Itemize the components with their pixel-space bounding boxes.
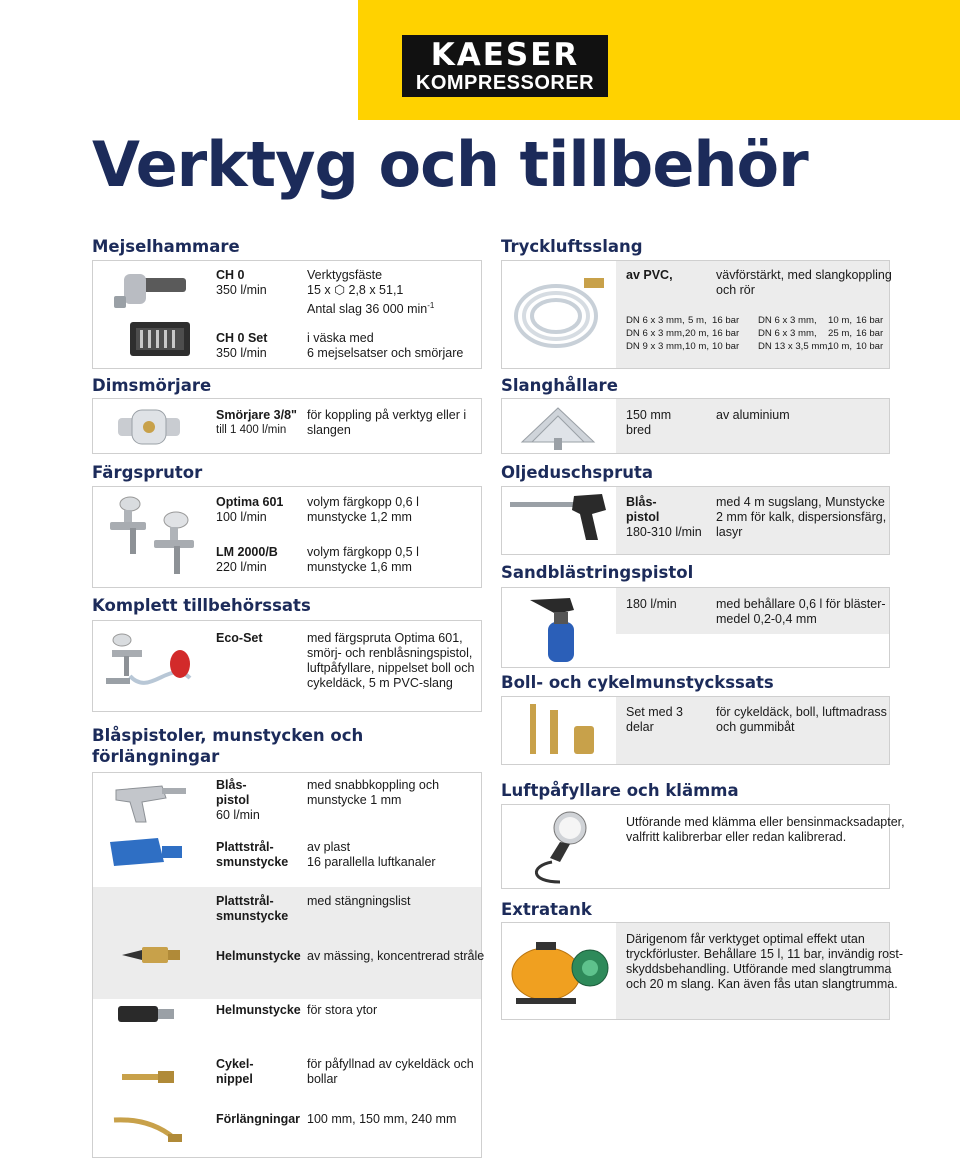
slang-r1-len-b: 10 m, xyxy=(828,315,852,326)
ch0set-model: CH 0 Set xyxy=(216,331,268,345)
cykelnippel-name2: nippel xyxy=(216,1072,253,1086)
slang-r2-size-a: DN 6 x 3 mm, xyxy=(626,328,685,339)
heading-tryckluftsslang: Tryckluftsslang xyxy=(501,237,643,256)
heading-slanghallare: Slanghållare xyxy=(501,376,618,395)
extratank-desc4: och 20 m slang. Kan även fås utan slangtrumma. xyxy=(626,977,898,991)
plattstral1-desc1: av plast xyxy=(307,840,351,854)
oljedusch-desc2: 2 mm för kalk, dispersionsfärg, xyxy=(716,510,887,524)
extension-tube-image xyxy=(110,1112,186,1146)
smorjare-model: Smörjare 3/8" xyxy=(216,408,297,422)
slang-r1-size-b: DN 6 x 3 mm, xyxy=(758,315,817,326)
slang-r2-len-b: 25 m, xyxy=(828,328,852,339)
ecoset-desc3: luftpåfyllare, nippelset boll och xyxy=(307,661,475,675)
slang-type: av PVC, xyxy=(626,268,673,282)
slang-r3-size-b: DN 13 x 3,5 mm, xyxy=(758,341,830,352)
flat-jet-nozzle-image xyxy=(106,834,186,874)
logo-line1: KAESER xyxy=(430,37,580,73)
slang-r2-bar-b: 16 bar xyxy=(856,328,884,339)
luftpafyllare-desc1: Utförande med klämma eller bensinmacksadapter, xyxy=(626,815,905,829)
ecoset-desc4: cykeldäck, 5 m PVC-slang xyxy=(307,676,453,690)
kaeser-logo xyxy=(402,35,608,97)
oljedusch-flow: 180-310 l/min xyxy=(626,525,702,539)
slang-r1-bar-b: 16 bar xyxy=(856,315,884,326)
paint-spray-guns-image xyxy=(104,492,200,582)
plattstral1-desc2: 16 parallella luftkanaler xyxy=(307,855,436,869)
slang-r1-len-a: 5 m, xyxy=(688,315,707,326)
optima601-model: Optima 601 xyxy=(216,495,284,509)
plattstral2-name2: smunstycke xyxy=(216,909,289,923)
oil-spray-gun-image xyxy=(506,488,612,550)
slang-r1-bar-a: 16 bar xyxy=(712,315,740,326)
heading-komplett: Komplett tillbehörssats xyxy=(92,596,311,615)
ch0set-desc2: 6 mejselsatser och smörjare xyxy=(307,346,464,360)
ch0-flow: 350 l/min xyxy=(216,283,267,297)
forlangningar-desc: 100 mm, 150 mm, 240 mm xyxy=(307,1112,457,1126)
tire-inflator-image xyxy=(520,806,606,886)
slang-desc2: och rör xyxy=(716,283,755,297)
page-title: Verktyg och tillbehör xyxy=(92,128,808,201)
ch0-model: CH 0 xyxy=(216,268,245,282)
blaspistol-desc1: med snabbkoppling och xyxy=(307,778,440,792)
helmunstycke1-name: Helmunstycke xyxy=(216,949,301,963)
plattstral2-desc1: med stängningslist xyxy=(307,894,411,908)
forlangningar-name: Förlängningar xyxy=(216,1112,301,1126)
heading-extratank: Extratank xyxy=(501,900,592,919)
oljedusch-desc1: med 4 m sugslang, Munstycke xyxy=(716,495,885,509)
ecoset-model: Eco-Set xyxy=(216,631,263,645)
slang-r1-size-a: DN 6 x 3 mm, xyxy=(626,315,685,326)
heading-sandblast: Sandblästringspistol xyxy=(501,563,694,582)
slang-desc1: vävförstärkt, med slangkoppling xyxy=(716,268,892,282)
ch0-desc3 xyxy=(307,298,434,317)
helmunstycke1-desc: av mässing, koncentrerad stråle xyxy=(307,949,485,963)
valve-nipple-image xyxy=(118,1066,178,1088)
slang-r2-len-a: 20 m, xyxy=(685,328,709,339)
extratank-desc2: tryckförluster. Behållare 15 l, 11 bar, invändig rost- xyxy=(626,947,903,961)
smorjare-desc1: för koppling på verktyg eller i xyxy=(307,408,467,422)
blaspistol-name2: pistol xyxy=(216,793,250,807)
cykelnippel-desc2: bollar xyxy=(307,1072,338,1086)
blaspistol-flow: 60 l/min xyxy=(216,808,260,822)
ch0set-desc1: i väska med xyxy=(307,331,374,345)
blaspistol-desc2: munstycke 1 mm xyxy=(307,793,402,807)
heading-luftpafyllare: Luftpåfyllare och klämma xyxy=(501,781,739,800)
sandblast-flow: 180 l/min xyxy=(626,597,677,611)
slanghallare-width2: bred xyxy=(626,423,652,437)
lm2000b-flow: 220 l/min xyxy=(216,560,267,574)
boll-desc1: för cykeldäck, boll, luftmadrass xyxy=(716,705,887,719)
lm2000b-desc1: volym färgkopp 0,5 l xyxy=(307,545,419,559)
slang-r3-len-b: 10 m, xyxy=(828,341,852,352)
boll-desc2: och gummibåt xyxy=(716,720,795,734)
sandblast-gun-image xyxy=(526,592,592,664)
boll-set2: delar xyxy=(626,720,654,734)
oljedusch-name1: Blås- xyxy=(626,495,657,509)
slang-r2-bar-a: 16 bar xyxy=(712,328,740,339)
blow-gun-image xyxy=(112,778,190,826)
optima601-desc1: volym färgkopp 0,6 l xyxy=(307,495,419,509)
optima601-desc2: munstycke 1,2 mm xyxy=(307,510,412,524)
slang-r3-bar-a: 10 bar xyxy=(712,341,740,352)
ch0-strokes: Antal slag 36 000 min xyxy=(307,302,428,317)
ecoset-desc2: smörj- och renblåsningspistol, xyxy=(307,646,473,660)
sandblast-desc1: med behållare 0,6 l för bläster- xyxy=(716,597,886,611)
optima601-flow: 100 l/min xyxy=(216,510,267,524)
lubricator-image xyxy=(114,404,184,448)
hose-holder-image xyxy=(512,402,604,452)
ch0-desc1: Verktygsfäste xyxy=(307,268,383,282)
helmunstycke2-desc: för stora ytor xyxy=(307,1003,378,1017)
lm2000b-model: LM 2000/B xyxy=(216,545,278,559)
heading-mejselhammare: Mejselhammare xyxy=(92,237,240,256)
pvc-hose-image xyxy=(508,266,612,362)
ch0-strokes-exp: -1 xyxy=(427,301,435,310)
nozzle-set-image xyxy=(524,700,604,762)
heading-boll: Boll- och cykelmunstyckssats xyxy=(501,673,774,692)
chisel-hammer-image xyxy=(108,266,194,360)
slanghallare-width1: 150 mm xyxy=(626,408,672,422)
cykelnippel-name1: Cykel- xyxy=(216,1057,254,1071)
slang-r3-bar-b: 10 bar xyxy=(856,341,884,352)
heading-oljedusch: Oljeduschspruta xyxy=(501,463,653,482)
heading-dimsmorjare: Dimsmörjare xyxy=(92,376,212,395)
ch0-desc2: 15 x ⬡ 2,8 x 51,1 xyxy=(307,283,404,297)
extra-tank-image xyxy=(506,928,614,1014)
plattstral1-name2: smunstycke xyxy=(216,855,289,869)
slanghallare-desc: av aluminium xyxy=(716,408,790,422)
cykelnippel-desc1: för påfyllnad av cykeldäck och xyxy=(307,1057,474,1071)
smorjare-desc2: slangen xyxy=(307,423,351,437)
sandblast-desc2: medel 0,2-0,4 mm xyxy=(716,612,817,626)
logo-line2: KOMPRESSORER xyxy=(415,72,595,94)
heading-blaspistoler-1: Blåspistoler, munstycken och xyxy=(92,726,364,745)
plattstral2-name1: Plattstrål- xyxy=(216,894,274,908)
extratank-desc3: skyddsbehandling. Utförande med slangtrumma xyxy=(626,962,892,976)
luftpafyllare-desc2: valfritt kalibrerbar eller redan kalibrerad. xyxy=(626,830,847,844)
slang-r3-size-a: DN 9 x 3 mm, xyxy=(626,341,685,352)
round-nozzle-large-image xyxy=(114,1000,178,1028)
heading-blaspistoler-2: förlängningar xyxy=(92,747,220,766)
smorjare-flow: till 1 400 l/min xyxy=(216,424,287,436)
heading-fargsprutor: Färgsprutor xyxy=(92,463,203,482)
slang-r3-len-a: 10 m, xyxy=(685,341,709,352)
oljedusch-desc3: lasyr xyxy=(716,525,743,539)
extratank-desc1: Därigenom får verktyget optimal effekt utan xyxy=(626,932,865,946)
ch0set-flow: 350 l/min xyxy=(216,346,267,360)
round-nozzle-brass-image xyxy=(118,938,184,972)
blaspistol-name1: Blås- xyxy=(216,778,247,792)
plattstral1-name1: Plattstrål- xyxy=(216,840,274,854)
eco-set-image xyxy=(100,628,196,706)
oljedusch-name2: pistol xyxy=(626,510,660,524)
slang-r2-size-b: DN 6 x 3 mm, xyxy=(758,328,817,339)
boll-set1: Set med 3 xyxy=(626,705,683,719)
helmunstycke2-name: Helmunstycke xyxy=(216,1003,301,1017)
lm2000b-desc2: munstycke 1,6 mm xyxy=(307,560,412,574)
ecoset-desc1: med färgspruta Optima 601, xyxy=(307,631,463,645)
